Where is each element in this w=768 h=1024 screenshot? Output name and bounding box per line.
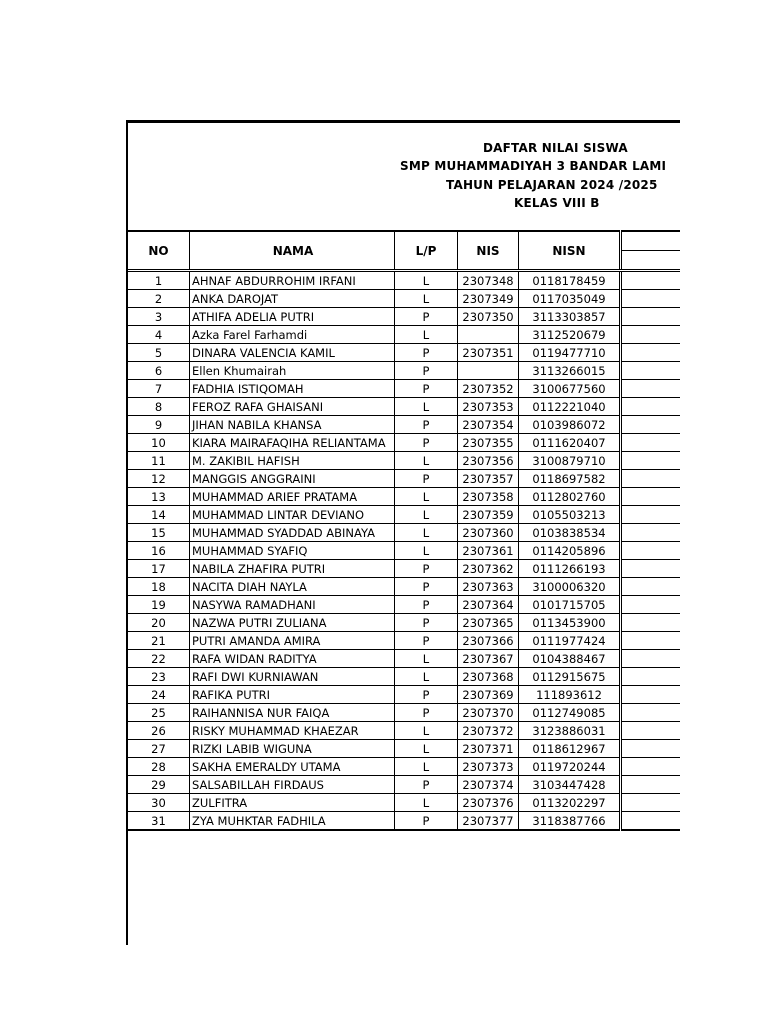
cell-nama: RAFIKA PUTRI (190, 686, 395, 704)
cell-nama: M. ZAKIBIL HAFISH (190, 452, 395, 470)
table-row (128, 740, 681, 758)
cell-lp: L (395, 650, 458, 668)
header-title: DAFTAR NILAI SISWA (483, 141, 628, 155)
cell-nis: 2307366 (458, 632, 519, 650)
cell-nisn: 0111977424 (519, 632, 621, 650)
table-row (128, 362, 681, 380)
table-row (128, 542, 681, 560)
table-row (128, 614, 681, 632)
cell-nis: 2307353 (458, 398, 519, 416)
cell-no: 17 (128, 560, 190, 578)
cell-nis: 2307373 (458, 758, 519, 776)
table-row (128, 488, 681, 506)
cell-lp: P (395, 686, 458, 704)
table-row (128, 686, 681, 704)
col-header-nisn: NISN (519, 231, 621, 271)
cell-nama: SAKHA EMERALDY UTAMA (190, 758, 395, 776)
cell-nama: AHNAF ABDURROHIM IRFANI (190, 271, 395, 290)
cell-lp: L (395, 452, 458, 470)
table-row (128, 650, 681, 668)
cell-nama: SALSABILLAH FIRDAUS (190, 776, 395, 794)
cell-nama: KIARA MAIRAFAQIHA RELIANTAMA (190, 434, 395, 452)
cell-nis: 2307368 (458, 668, 519, 686)
cell-extra (621, 452, 681, 470)
table-row (128, 596, 681, 614)
table-row (128, 776, 681, 794)
cell-nis: 2307374 (458, 776, 519, 794)
cell-extra (621, 398, 681, 416)
cell-nisn: 0113202297 (519, 794, 621, 812)
cell-nis: 2307367 (458, 650, 519, 668)
cell-lp: L (395, 542, 458, 560)
cell-lp: L (395, 758, 458, 776)
cell-no: 9 (128, 416, 190, 434)
cell-no: 29 (128, 776, 190, 794)
cell-nis: 2307357 (458, 470, 519, 488)
cell-nis (458, 326, 519, 344)
cell-nis: 2307356 (458, 452, 519, 470)
table-row (128, 271, 681, 290)
table-row (128, 470, 681, 488)
cell-lp: P (395, 560, 458, 578)
cell-nisn: 0118697582 (519, 470, 621, 488)
cell-nama: MUHAMMAD SYADDAD ABINAYA (190, 524, 395, 542)
cell-nisn: 0113453900 (519, 614, 621, 632)
cell-no: 5 (128, 344, 190, 362)
cell-nisn: 0118612967 (519, 740, 621, 758)
cell-nama: MUHAMMAD ARIEF PRATAMA (190, 488, 395, 506)
table-row (128, 308, 681, 326)
cell-nisn: 3100879710 (519, 452, 621, 470)
cell-nis: 2307362 (458, 560, 519, 578)
student-table (127, 230, 680, 831)
cell-extra (621, 704, 681, 722)
cell-extra (621, 722, 681, 740)
cell-nis: 2307377 (458, 812, 519, 831)
cell-nis: 2307349 (458, 290, 519, 308)
cell-no: 18 (128, 578, 190, 596)
cell-nama: ANKA DAROJAT (190, 290, 395, 308)
cell-nis: 2307359 (458, 506, 519, 524)
cell-nama: MUHAMMAD LINTAR DEVIANO (190, 506, 395, 524)
table-row (128, 668, 681, 686)
cell-no: 1 (128, 271, 190, 290)
cell-nisn: 0112221040 (519, 398, 621, 416)
cell-no: 10 (128, 434, 190, 452)
table-row (128, 722, 681, 740)
cell-lp: P (395, 578, 458, 596)
cell-nisn: 0119477710 (519, 344, 621, 362)
cell-nisn: 0112749085 (519, 704, 621, 722)
cell-nisn: 3100677560 (519, 380, 621, 398)
cell-nisn: 0101715705 (519, 596, 621, 614)
cell-nama: Ellen Khumairah (190, 362, 395, 380)
cell-no: 25 (128, 704, 190, 722)
cell-nis: 2307372 (458, 722, 519, 740)
cell-nama: DINARA VALENCIA KAMIL (190, 344, 395, 362)
table-row (128, 398, 681, 416)
cell-lp: P (395, 308, 458, 326)
cell-extra (621, 290, 681, 308)
cell-nama: Azka Farel Farhamdi (190, 326, 395, 344)
cell-extra (621, 812, 681, 831)
cell-no: 20 (128, 614, 190, 632)
table-row (128, 344, 681, 362)
col-header-lp: L/P (395, 231, 458, 271)
table-row (128, 704, 681, 722)
cell-nama: NACITA DIAH NAYLA (190, 578, 395, 596)
cell-nis: 2307361 (458, 542, 519, 560)
cell-lp: P (395, 776, 458, 794)
cell-extra (621, 560, 681, 578)
cell-nama: PUTRI AMANDA AMIRA (190, 632, 395, 650)
cell-extra (621, 686, 681, 704)
cell-no: 12 (128, 470, 190, 488)
cell-nis: 2307376 (458, 794, 519, 812)
cell-nama: JIHAN NABILA KHANSA (190, 416, 395, 434)
cell-nis: 2307365 (458, 614, 519, 632)
cell-nama: FADHIA ISTIQOMAH (190, 380, 395, 398)
cell-no: 30 (128, 794, 190, 812)
cell-extra (621, 758, 681, 776)
cell-extra (621, 542, 681, 560)
cell-nisn: 0105503213 (519, 506, 621, 524)
cell-nisn: 3123886031 (519, 722, 621, 740)
header-school: SMP MUHAMMADIYAH 3 BANDAR LAMI (400, 159, 667, 173)
cell-no: 23 (128, 668, 190, 686)
cell-nama: NABILA ZHAFIRA PUTRI (190, 560, 395, 578)
cell-nama: RAIHANNISA NUR FAIQA (190, 704, 395, 722)
cell-nisn: 0112915675 (519, 668, 621, 686)
cell-lp: P (395, 416, 458, 434)
cell-nama: NAZWA PUTRI ZULIANA (190, 614, 395, 632)
cell-no: 26 (128, 722, 190, 740)
cell-extra (621, 434, 681, 452)
cell-extra (621, 488, 681, 506)
cell-no: 6 (128, 362, 190, 380)
table-row (128, 506, 681, 524)
cell-nama: RIZKI LABIB WIGUNA (190, 740, 395, 758)
table-row (128, 524, 681, 542)
cell-extra (621, 506, 681, 524)
cell-lp: L (395, 290, 458, 308)
col-header-no: NO (128, 231, 190, 271)
cell-no: 24 (128, 686, 190, 704)
cell-no: 7 (128, 380, 190, 398)
cell-nisn: 3118387766 (519, 812, 621, 831)
cell-nama: RAFI DWI KURNIAWAN (190, 668, 395, 686)
document-header (128, 123, 680, 231)
cell-extra (621, 632, 681, 650)
cell-nisn: 0112802760 (519, 488, 621, 506)
cell-no: 14 (128, 506, 190, 524)
cell-nisn: 3100006320 (519, 578, 621, 596)
cell-extra (621, 470, 681, 488)
cell-nis: 2307352 (458, 380, 519, 398)
cell-extra (621, 271, 681, 290)
cell-nis: 2307355 (458, 434, 519, 452)
cell-extra (621, 794, 681, 812)
cell-no: 8 (128, 398, 190, 416)
table-row (128, 380, 681, 398)
cell-extra (621, 362, 681, 380)
cell-nisn: 0114205896 (519, 542, 621, 560)
cell-lp: L (395, 740, 458, 758)
cell-nama: ZYA MUHKTAR FADHILA (190, 812, 395, 831)
table-row (128, 758, 681, 776)
cell-no: 15 (128, 524, 190, 542)
cell-nis: 2307348 (458, 271, 519, 290)
cell-nisn: 3103447428 (519, 776, 621, 794)
cell-extra (621, 740, 681, 758)
header-class: KELAS VIII B (514, 196, 600, 210)
table-row (128, 578, 681, 596)
col-header-nis: NIS (458, 231, 519, 271)
cell-no: 31 (128, 812, 190, 831)
table-row (128, 290, 681, 308)
cell-nisn: 0111620407 (519, 434, 621, 452)
cell-lp: L (395, 524, 458, 542)
cell-lp: P (395, 632, 458, 650)
cell-nis: 2307351 (458, 344, 519, 362)
cell-extra (621, 776, 681, 794)
cell-no: 13 (128, 488, 190, 506)
table-row (128, 794, 681, 812)
cell-no: 22 (128, 650, 190, 668)
col-header-extra (621, 231, 681, 271)
table-row (128, 416, 681, 434)
cell-lp: L (395, 722, 458, 740)
cell-no: 4 (128, 326, 190, 344)
cell-extra (621, 524, 681, 542)
cell-lp: L (395, 488, 458, 506)
cell-no: 3 (128, 308, 190, 326)
table-row (128, 632, 681, 650)
cell-nisn: 0111266193 (519, 560, 621, 578)
table-row (128, 560, 681, 578)
cell-lp: P (395, 812, 458, 831)
cell-lp: L (395, 506, 458, 524)
cell-extra (621, 380, 681, 398)
cell-extra (621, 596, 681, 614)
cell-lp: P (395, 344, 458, 362)
cell-nama: NASYWA RAMADHANI (190, 596, 395, 614)
table-row (128, 326, 681, 344)
cell-nisn: 3112520679 (519, 326, 621, 344)
cell-extra (621, 344, 681, 362)
cell-no: 2 (128, 290, 190, 308)
cell-lp: P (395, 470, 458, 488)
cell-lp: P (395, 362, 458, 380)
cell-nisn: 3113266015 (519, 362, 621, 380)
cell-no: 19 (128, 596, 190, 614)
cell-nisn: 0119720244 (519, 758, 621, 776)
cell-extra (621, 416, 681, 434)
cell-lp: P (395, 596, 458, 614)
col-header-nama: NAMA (190, 231, 395, 271)
cell-lp: P (395, 380, 458, 398)
cell-nisn: 0103986072 (519, 416, 621, 434)
cell-lp: P (395, 704, 458, 722)
cell-lp: L (395, 326, 458, 344)
cell-no: 21 (128, 632, 190, 650)
cell-nisn: 3113303857 (519, 308, 621, 326)
cell-nis: 2307350 (458, 308, 519, 326)
cell-lp: L (395, 271, 458, 290)
cell-nama: ZULFITRA (190, 794, 395, 812)
cell-nis: 2307358 (458, 488, 519, 506)
cell-nama: RAFA WIDAN RADITYA (190, 650, 395, 668)
cell-nis: 2307360 (458, 524, 519, 542)
cell-extra (621, 578, 681, 596)
cell-nis: 2307364 (458, 596, 519, 614)
cell-nisn: 0104388467 (519, 650, 621, 668)
cell-nama: ATHIFA ADELIA PUTRI (190, 308, 395, 326)
cell-lp: L (395, 668, 458, 686)
cell-lp: L (395, 398, 458, 416)
cell-nisn: 0117035049 (519, 290, 621, 308)
cell-nisn: 0103838534 (519, 524, 621, 542)
cell-extra (621, 668, 681, 686)
cell-extra (621, 308, 681, 326)
table-row (128, 812, 681, 831)
cell-lp: L (395, 794, 458, 812)
cell-no: 16 (128, 542, 190, 560)
cell-nama: RISKY MUHAMMAD KHAEZAR (190, 722, 395, 740)
cell-extra (621, 614, 681, 632)
cell-lp: P (395, 614, 458, 632)
cell-nis: 2307369 (458, 686, 519, 704)
cell-nis: 2307371 (458, 740, 519, 758)
cell-no: 28 (128, 758, 190, 776)
cell-nis: 2307370 (458, 704, 519, 722)
header-year: TAHUN PELAJARAN 2024 /2025 (446, 178, 658, 192)
table-row (128, 434, 681, 452)
table-row (128, 452, 681, 470)
cell-lp: P (395, 434, 458, 452)
cell-nama: FEROZ RAFA GHAISANI (190, 398, 395, 416)
cell-nisn: 0118178459 (519, 271, 621, 290)
cell-nis: 2307354 (458, 416, 519, 434)
cell-nisn: 111893612 (519, 686, 621, 704)
cell-nama: MANGGIS ANGGRAINI (190, 470, 395, 488)
cell-extra (621, 326, 681, 344)
cell-nis: 2307363 (458, 578, 519, 596)
cell-nama: MUHAMMAD SYAFIQ (190, 542, 395, 560)
table-header-row (128, 231, 681, 271)
cell-no: 27 (128, 740, 190, 758)
cell-nis (458, 362, 519, 380)
cell-extra (621, 650, 681, 668)
cell-no: 11 (128, 452, 190, 470)
